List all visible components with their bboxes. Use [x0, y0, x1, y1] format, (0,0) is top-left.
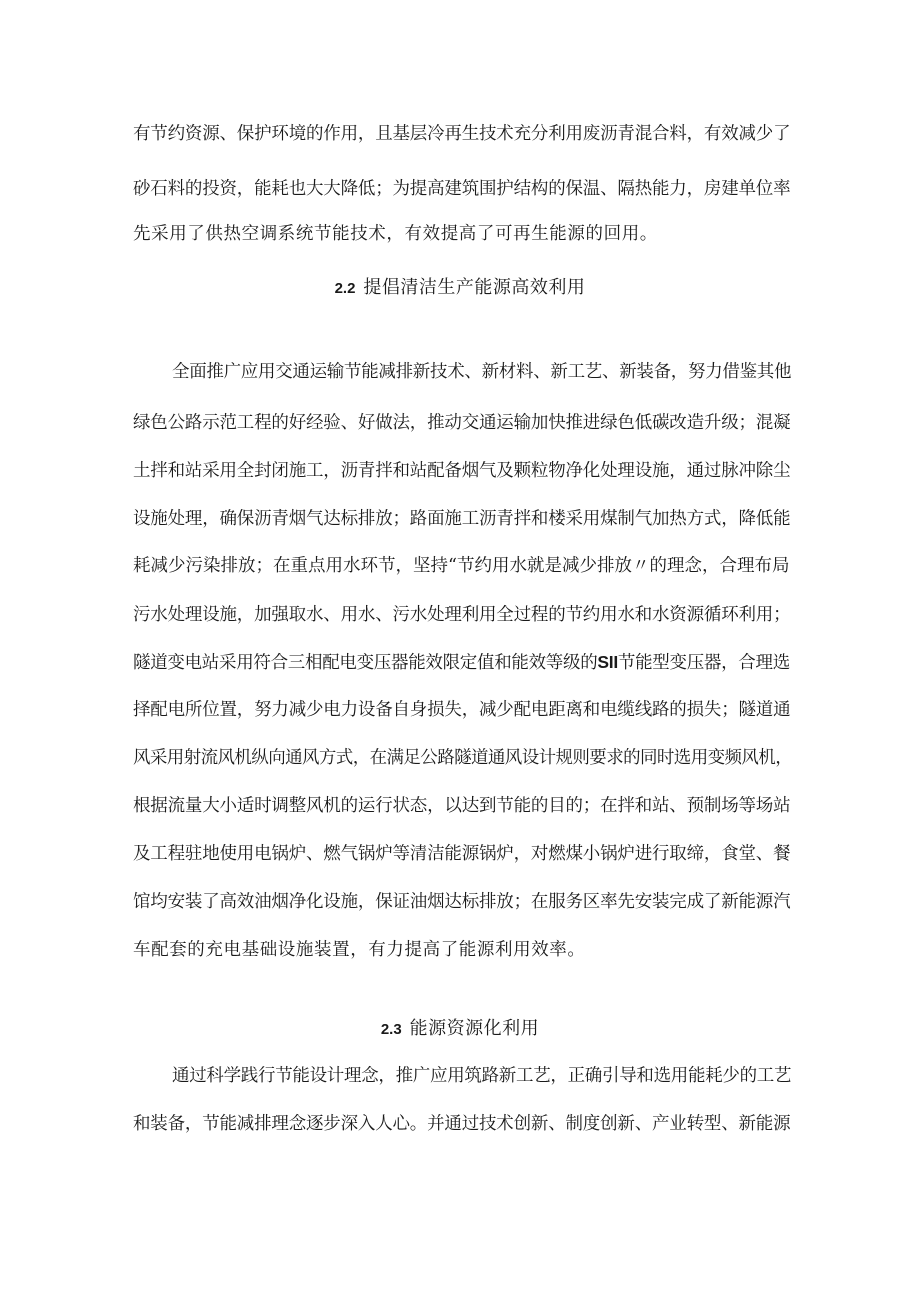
- section-heading-2-2: [0, 276, 920, 301]
- section-title: 提倡清洁生产能源高效利用: [363, 277, 586, 298]
- paragraph-line: 风采用射流风机纵向通风方式，在满足公路隧道通风设计规则要求的同时选用变频风机，: [133, 748, 793, 768]
- paragraph-line: 车配套的充电基础设施装置，有力提高了能源利用效率。: [133, 940, 586, 960]
- paragraph-line: 耗减少污染排放；在重点用水环节，坚持“节约用水就是减少排放〃的理念，合理布局: [133, 556, 790, 576]
- section-heading-2-3: [0, 1017, 920, 1042]
- line-text: 节能型变压器，合理选: [617, 653, 790, 673]
- line-text: 隧道变电站采用符合三相配电变压器能效限定值和能效等级的: [133, 653, 598, 673]
- paragraph-line: 污水处理设施，加强取水、用水、污水处理利用全过程的节约用水和水资源循环利用；: [133, 605, 791, 625]
- paragraph-line: [133, 650, 790, 675]
- paragraph-line: 馆均安装了高效油烟净化设施，保证油烟达标排放；在服务区率先安装完成了新能源汽: [133, 892, 791, 912]
- paragraph-line: 全面推广应用交通运输节能减排新技术、新材料、新工艺、新装备，努力借鉴其他: [172, 362, 792, 382]
- paragraph-line: 绿色公路示范工程的好经验、好做法，推动交通运输加快推进绿色低碳改造升级；混凝: [133, 413, 791, 433]
- paragraph-line: 设施处理，确保沥青烟气达标排放；路面施工沥青拌和楼采用煤制气加热方式，降低能: [133, 509, 791, 529]
- paragraph-line: 根据流量大小适时调整风机的运行状态，以达到节能的目的；在拌和站、预制场等场站: [133, 796, 791, 816]
- transformer-model: SII: [597, 652, 618, 672]
- paragraph-line: 及工程驻地使用电锅炉、燃气锅炉等清洁能源锅炉，对燃煤小锅炉进行取缔，食堂、餐: [133, 844, 791, 864]
- paragraph-line: 和装备，节能减排理念逐步深入人心。并通过技术创新、制度创新、产业转型、新能源: [133, 1114, 791, 1134]
- section-number: 2.3: [380, 1021, 402, 1038]
- section-title: 能源资源化利用: [409, 1018, 540, 1039]
- paragraph-line: 砂石料的投资，能耗也大大降低；为提高建筑围护结构的保温、隔热能力，房建单位率: [133, 179, 791, 199]
- paragraph-line: 先采用了供热空调系统节能技术，有效提高了可再生能源的回用。: [133, 224, 658, 244]
- paragraph-line: 通过科学践行节能设计理念，推广应用筑路新工艺，正确引导和选用能耗少的工艺: [172, 1066, 792, 1086]
- paragraph-line: 择配电所位置，努力减少电力设备自身损失，减少配电距离和电缆线路的损失；隧道通: [133, 700, 791, 720]
- paragraph-line: 有节约资源、保护环境的作用，且基层冷再生技术充分利用废沥青混合料，有效减少了: [133, 124, 791, 144]
- paragraph-line: 土拌和站采用全封闭施工，沥青拌和站配备烟气及颗粒物净化处理设施，通过脉冲除尘: [133, 461, 791, 481]
- section-number: 2.2: [334, 280, 356, 297]
